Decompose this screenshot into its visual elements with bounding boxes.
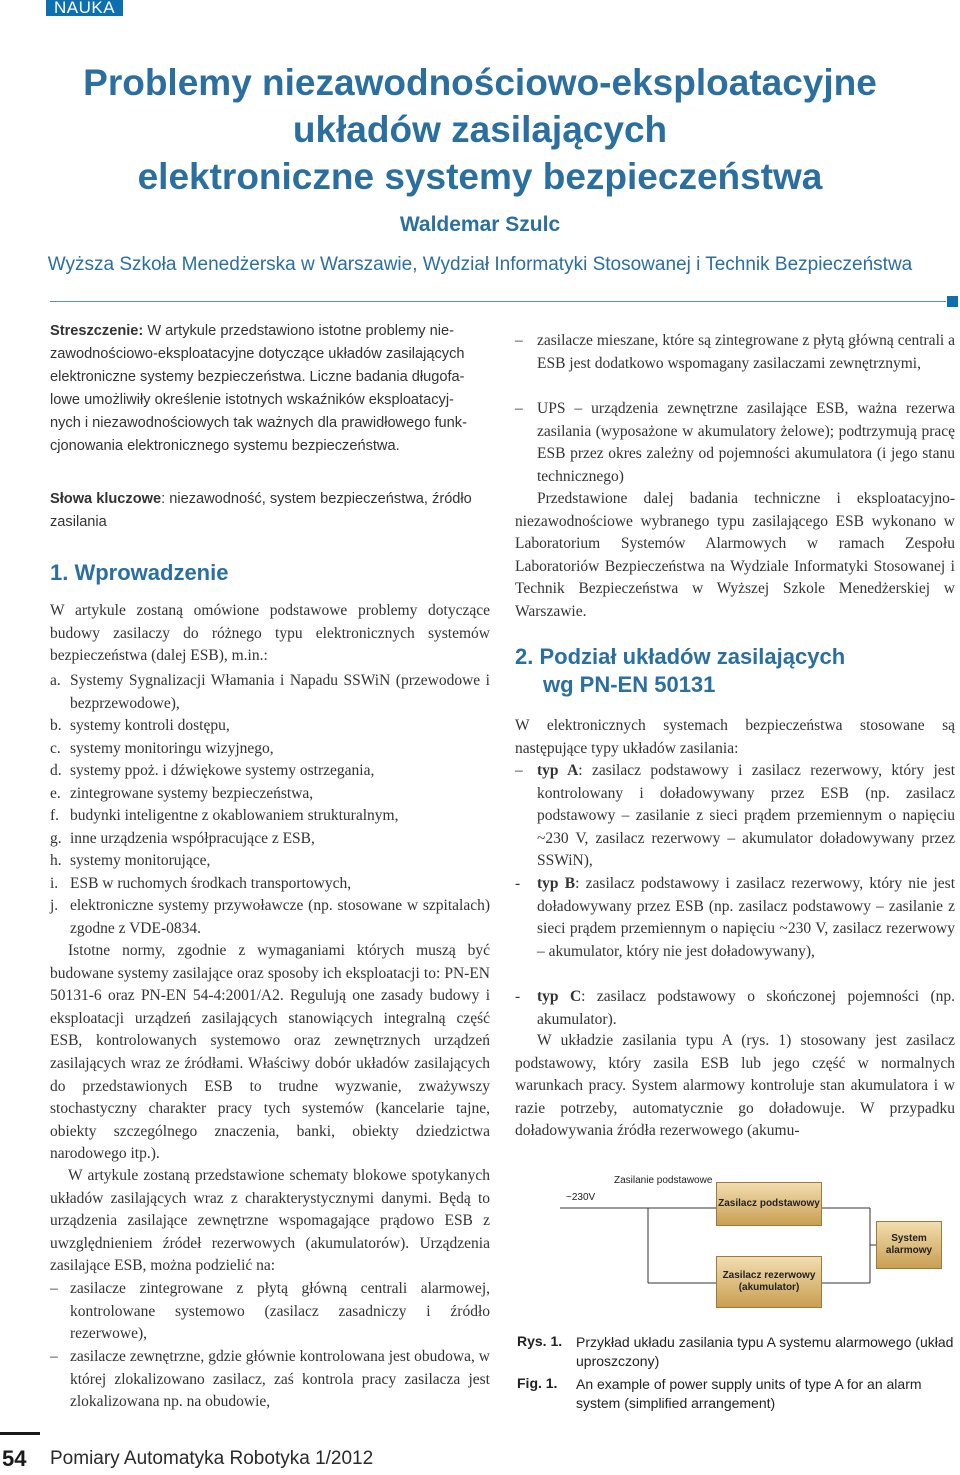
right-dash-list <box>515 330 955 490</box>
dash-marker: – <box>515 762 523 779</box>
keywords <box>50 488 490 534</box>
list-marker: j. <box>50 897 59 914</box>
type-text: : zasilacz podstawowy o skończonej pojemności (np. akumulator). <box>537 988 955 1028</box>
list-item: systemy kontroli dostępu, <box>70 717 230 734</box>
left-dash-list <box>50 1278 490 1413</box>
list-marker: d. <box>50 762 62 779</box>
caption-en-label: Fig. 1. <box>517 1375 558 1391</box>
header-rule <box>50 301 946 302</box>
type-item <box>537 986 955 1031</box>
list-marker: c. <box>50 739 61 757</box>
caption-pl-label: Rys. 1. <box>517 1333 563 1349</box>
section-1-paragraph-2: Istotne normy, zgodnie z wymaganiami których muszą być budowane systemy zasilające oraz sposoby ich eksploatacji to: PN-EN 50131-6 oraz PN-EN 54-4:2001/A2. Regulują one zasady budowy i eksploatacji urządzeń zasilających stanowiących integralną część ESB, kontrolowanych systemowo oraz zewnętrznych urządzeń zasilających wraz ze źródłami. Właściwy dobór układów zasilających do przedstawionych ESB to trudne wyzwanie, zważywszy stochastyczny charakter pracy tych systemów (kancelarie tajne, obiekty szczególnego znaczenia, banki, obiekty dziedzictwa narodowego itp.). <box>50 942 490 1163</box>
box-alarm-system-label: System alarmowy <box>885 1233 933 1256</box>
dash-marker: - <box>515 875 521 892</box>
type-name: typ B <box>537 875 576 892</box>
types-list <box>515 760 955 1030</box>
abstract-label: Streszczenie: <box>50 323 144 339</box>
article-title-line-2: układów zasilających <box>292 109 668 150</box>
type-name: typ C <box>537 988 582 1005</box>
box-reserve-supply-label: Zasilacz rezerwowy (akumulator) <box>722 1270 816 1293</box>
right-paragraph-2: W elektronicznych systemach bezpieczeństwa stosowane są następujące typy układów zasilania: <box>515 717 955 757</box>
dash-marker: – <box>515 332 523 349</box>
list-item: budynki inteligentne z okablowaniem strukturalnym, <box>70 807 399 824</box>
box-main-supply <box>716 1182 822 1226</box>
label-main-supply: Zasilanie podstawowe <box>614 1175 713 1186</box>
abstract-line-3: elektroniczne systemy bezpieczeństwa. Liczne badania długofa- <box>50 369 465 385</box>
list-marker: g. <box>50 829 62 847</box>
type-name: typ A <box>537 762 579 779</box>
article-title-line-1: Problemy niezawodnościowo-eksploatacyjne <box>83 62 877 103</box>
header-rule-marker <box>947 296 958 307</box>
type-item <box>537 873 955 963</box>
dash-item: zasilacze zewnętrzne, gdzie głównie kontrolowana jest obudowa, w której zlokalizowano zasilacz, zaś kontrola pracy zasilacza jest zlokalizowana np. na obudowie, <box>70 1348 490 1411</box>
section-tab: NAUKA <box>46 0 123 16</box>
section-1-heading: 1. Wprowadzenie <box>50 560 229 585</box>
dash-marker: – <box>50 1348 58 1365</box>
dash-item: zasilacze zintegrowane z płytą główną centrali alarmowej, kontrolowane systemowo (zasilacz zasadniczy i źródło rezerwowe), <box>70 1280 490 1343</box>
box-alarm-system <box>876 1221 942 1269</box>
list-marker: a. <box>50 672 61 689</box>
dash-marker: – <box>50 1280 58 1297</box>
box-reserve-supply <box>716 1256 822 1308</box>
abstract <box>50 320 490 458</box>
keywords-line-1: : niezawodność, system bezpieczeństwa, źródło <box>161 491 472 507</box>
keywords-label: Słowa kluczowe <box>50 491 162 507</box>
list-marker: i. <box>50 874 59 892</box>
list-item: inne urządzenia współpracujące z ESB, <box>70 829 315 847</box>
section-1-list <box>50 670 490 940</box>
author-name: Waldemar Szulc <box>399 213 561 236</box>
type-item <box>537 760 955 873</box>
dash-marker: – <box>515 400 523 417</box>
list-marker: e. <box>50 784 61 802</box>
dash-marker: - <box>515 988 521 1005</box>
list-item: zintegrowane systemy bezpieczeństwa, <box>70 784 314 802</box>
list-item: systemy ppoż. i dźwiękowe systemy ostrzegania, <box>70 762 375 779</box>
list-item: Systemy Sygnalizacji Włamania i Napadu SSWiN (przewodowe i bezprzewodowe), <box>70 672 490 712</box>
box-main-supply-label: Zasilacz podstawowy <box>718 1198 820 1209</box>
type-text: : zasilacz podstawowy i zasilacz rezerwowy, który nie jest doładowywany przez ESB (np. zasilacz podstawowy – zasilanie z sieci prądem przemiennym o napięciu ~230 V, zasilacz rezerwowy – akumulator, który nie jest doładowywany), <box>537 875 956 960</box>
keywords-line-2: zasilania <box>50 514 107 530</box>
right-paragraph-1: Przedstawione dalej badania techniczne i eksploatacyjno-niezawodnościowe wybranego typu zasilającego ESB wykonano w Laboratorium Systemów Alarmowych w ramach Zespołu Laboratoriów Bezpieczeństwa na Wydziale Informatyki Stosowanej i Technik Bezpieczeństwa w Wyższej Szkole Menedżerskiej w Warszawie. <box>515 490 955 620</box>
caption-pl-text: Przykład układu zasilania typu A systemu alarmowego (układ uproszczony) <box>576 1334 954 1369</box>
abstract-line-4: lowe umożliwiły określenie istotnych wskaźników eksploatacyj- <box>50 392 454 408</box>
list-item: systemy monitoringu wizyjnego, <box>70 739 274 757</box>
dash-item: UPS – urządzenia zewnętrzne zasilające ESB, ważna rezerwa zasilania (wyposażone w akumulatory żelowe); podtrzymują pracę ESB przez okres zależny od pojemności akumulatora (i jego stanu technicznego) <box>537 400 955 485</box>
section-2-heading-line-2: wg PN-EN 50131 <box>543 672 716 697</box>
label-230v: ~230V <box>566 1192 596 1203</box>
section-1-paragraph-3: W artykule zostaną przedstawione schematy blokowe spotykanych układów zasilających wraz z charakterystycznymi danymi. Będą to urządzenia zasilające zewnętrzne wspomagające prądowo ESB z uwzględnieniem źródeł rezerwowych (akumulatorów). Urządzenia zasilające ESB, można podzielić na: <box>50 1167 490 1275</box>
list-marker: h. <box>50 852 62 869</box>
abstract-line-5: nych i niezawodnościowych tak ważnych dla prawidłowego funk- <box>50 415 467 431</box>
list-marker: b. <box>50 717 62 734</box>
section-1-intro: W artykule zostaną omówione podstawowe problemy dotyczące budowy zasilaczy do różnego typu elektronicznych systemów bezpieczeństwa (dalej ESB), m.in.: <box>50 602 490 665</box>
list-marker: f. <box>50 807 60 824</box>
abstract-line-6: cjonowania elektronicznego systemu bezpieczeństwa. <box>50 438 400 454</box>
section-2-heading-line-1: 2. Podział układów zasilających <box>515 644 846 669</box>
author-affiliation: Wyższa Szkoła Menedżerska w Warszawie, Wydział Informatyki Stosowanej i Technik Bezpieczeństwa <box>47 254 913 275</box>
list-item: ESB w ruchomych środkach transportowych, <box>70 874 352 892</box>
abstract-line-2: zawodnościowo-eksploatacyjne dotyczące układów zasilających <box>50 346 465 362</box>
article-title-line-3: elektroniczne systemy bezpieczeństwa <box>137 156 823 197</box>
caption-en-text: An example of power supply units of type A for an alarm system (simplified arrangement) <box>576 1376 922 1411</box>
footer-marker <box>0 1432 40 1435</box>
magazine-name: Pomiary Automatyka Robotyka 1/2012 <box>50 1448 374 1469</box>
page-number: 54 <box>2 1446 27 1471</box>
figure-diagram <box>560 1170 960 1320</box>
list-item: elektroniczne systemy przywoławcze (np. stosowane w szpitalach) zgodne z VDE-0834. <box>70 897 490 937</box>
type-text: : zasilacz podstawowy i zasilacz rezerwowy, który jest kontrolowany i doładowywany przez ESB (np. zasilacz podstawowy – zasilanie z sieci prądem przemiennym o napięciu ~230 V, zasilacz rezerwowy – akumulator doładowywany przez SSWiN), <box>537 762 956 870</box>
list-item: systemy monitorujące, <box>70 852 211 869</box>
right-paragraph-3: W układzie zasilania typu A (rys. 1) stosowany jest zasilacz podstawowy, który zasila ESB lub jego część w normalnych warunkach pracy. System alarmowy kontroluje stan akumulatora i w razie potrzeby, automatycznie go doładowuje. W przypadku doładowywania źródła rezerwowego (akumu- <box>515 1032 955 1140</box>
abstract-line-1: W artykule przedstawiono istotne problemy nie- <box>147 323 454 339</box>
dash-item: zasilacze mieszane, które są zintegrowane z płytą główną centrali a ESB jest dodatkowo wspomagany zasilaczami zewnętrznymi, <box>537 332 955 372</box>
